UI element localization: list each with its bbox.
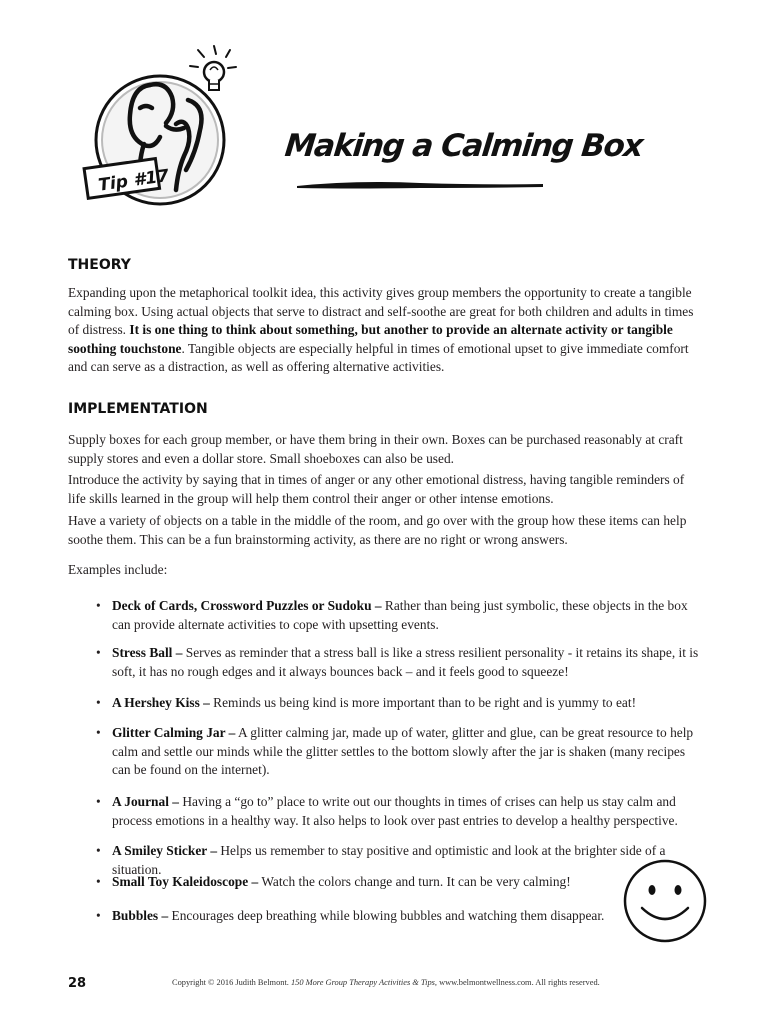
example-text: Encourages deep breathing while blowing bubbles and watching them disappear. bbox=[168, 908, 605, 923]
theory-heading: THEORY bbox=[68, 257, 131, 273]
theory-paragraph bbox=[68, 284, 702, 377]
examples-intro: Examples include: bbox=[68, 562, 168, 577]
book-title: 150 More Group Therapy Activities & Tips bbox=[290, 978, 435, 987]
page-number: 28 bbox=[68, 976, 87, 991]
example-text: Having a “go to” place to write out our thoughts in times of crises can help us stay calm and process emotions in a healthy way. It also helps to look over past entries to develop a healthy perspective. bbox=[112, 794, 678, 828]
example-term: Small Toy Kaleidoscope – bbox=[112, 874, 259, 889]
example-term: Stress Ball – bbox=[112, 645, 183, 660]
implementation-para-3: Have a variety of objects on a table in the middle of the room, and go over with the group how these items can help soothe them. This can be a fun brainstorming activity, as there are no right or wrong answers. bbox=[68, 513, 687, 547]
theory-bold-text: It is one thing to think about something, but another to provide an alternate activity or tangible soothing touchstone bbox=[68, 322, 673, 356]
list-item: • Deck of Cards, Crossword Puzzles or Sudoku – Rather than being just symbolic, these objects in the box can provide alternate activities to cope with upsetting events. bbox=[96, 598, 688, 632]
theory-text-1: Expanding upon the metaphorical toolkit idea, this activity gives group members the opportunity to create a tangible calming box. Using actual objects that serve to distract and self-soothe are great for both children and adults in times of distress. bbox=[68, 285, 694, 338]
example-term: A Smiley Sticker – bbox=[112, 843, 218, 858]
example-text: Watch the colors change and turn. It can be very calming! bbox=[258, 874, 571, 889]
example-text: Reminds us being kind is more important than to be right and is yummy to eat! bbox=[209, 695, 637, 710]
title-underline bbox=[295, 178, 545, 192]
thinking-person-icon bbox=[80, 40, 260, 220]
list-item: • A Hershey Kiss – Reminds us being kind is more important than to be right and is yummy to eat! bbox=[96, 695, 637, 710]
list-item: • Stress Ball – Serves as reminder that a stress ball is like a stress resilient personality - it retains its shape, it is soft, it has no rough edges and it always bounces back – and it feels good to squeeze! bbox=[96, 645, 699, 679]
list-item: • A Journal – Having a “go to” place to write out our thoughts in times of crises can help us stay calm and process emotions in a healthy way. It also helps to look over past entries to develop a healthy perspective. bbox=[96, 794, 678, 828]
theory-text-2: . Tangible objects are especially helpful in times of emotional upset to give immediate comfort and can serve as a distraction, as well as offering alternative activities. bbox=[68, 340, 689, 375]
tip-label: Tip #17 bbox=[97, 165, 171, 196]
example-text: Rather than being just symbolic, these objects in the box can provide alternate activities to cope with upsetting events. bbox=[112, 598, 688, 632]
example-term: A Journal – bbox=[112, 794, 179, 809]
example-term: A Hershey Kiss – bbox=[112, 695, 210, 710]
example-term: Bubbles – bbox=[112, 908, 169, 923]
example-term: Deck of Cards, Crossword Puzzles or Sudoku – bbox=[112, 598, 382, 613]
example-text: Helps us remember to stay positive and optimistic and look at the brighter side of a situation. bbox=[112, 843, 666, 877]
copyright-footer bbox=[172, 978, 600, 987]
list-item: • Small Toy Kaleidoscope – Watch the colors change and turn. It can be very calming! bbox=[96, 874, 571, 889]
copyright-text: Copyright © 2016 Judith Belmont. bbox=[172, 978, 291, 987]
example-term: Glitter Calming Jar – bbox=[112, 725, 236, 740]
example-text: A glitter calming jar, made up of water, glitter and glue, can be great resource to help calm and settle our minds while the glitter settles to the bottom slowly after the jar is shaken (many recipes can be found on the internet). bbox=[112, 725, 694, 778]
implementation-para-2: Introduce the activity by saying that in times of anger or any other emotional distress, having tangible reminders of life skills learned in the group will help them control their anger or other intense emotions. bbox=[68, 472, 685, 506]
example-text: Serves as reminder that a stress ball is like a stress resilient personality - it retains its shape, it is soft, it has no rough edges and it always bounces back – and it feels good to squeeze! bbox=[112, 645, 699, 679]
smiley-face-icon bbox=[622, 858, 708, 944]
page-title: Making a Calming Box bbox=[283, 128, 644, 164]
implementation-para-1: Supply boxes for each group member, or have them bring in their own. Boxes can be purchased reasonably at craft supply stores and even a dollar store. Small shoeboxes can also be used. bbox=[68, 432, 683, 466]
list-item: • Bubbles – Encourages deep breathing while blowing bubbles and watching them disappear. bbox=[96, 908, 605, 923]
list-item: • Glitter Calming Jar – A glitter calming jar, made up of water, glitter and glue, can be great resource to help calm and settle our minds while the glitter settles to the bottom slowly after the jar is shaken (many recipes can be found on the internet). bbox=[96, 725, 694, 778]
list-item: • A Smiley Sticker – Helps us remember to stay positive and optimistic and look at the brighter side of a situation. bbox=[96, 843, 666, 877]
copyright-text-end: , www.belmontwellness.com. All rights reserved. bbox=[434, 978, 600, 987]
implementation-heading: IMPLEMENTATION bbox=[68, 401, 208, 417]
